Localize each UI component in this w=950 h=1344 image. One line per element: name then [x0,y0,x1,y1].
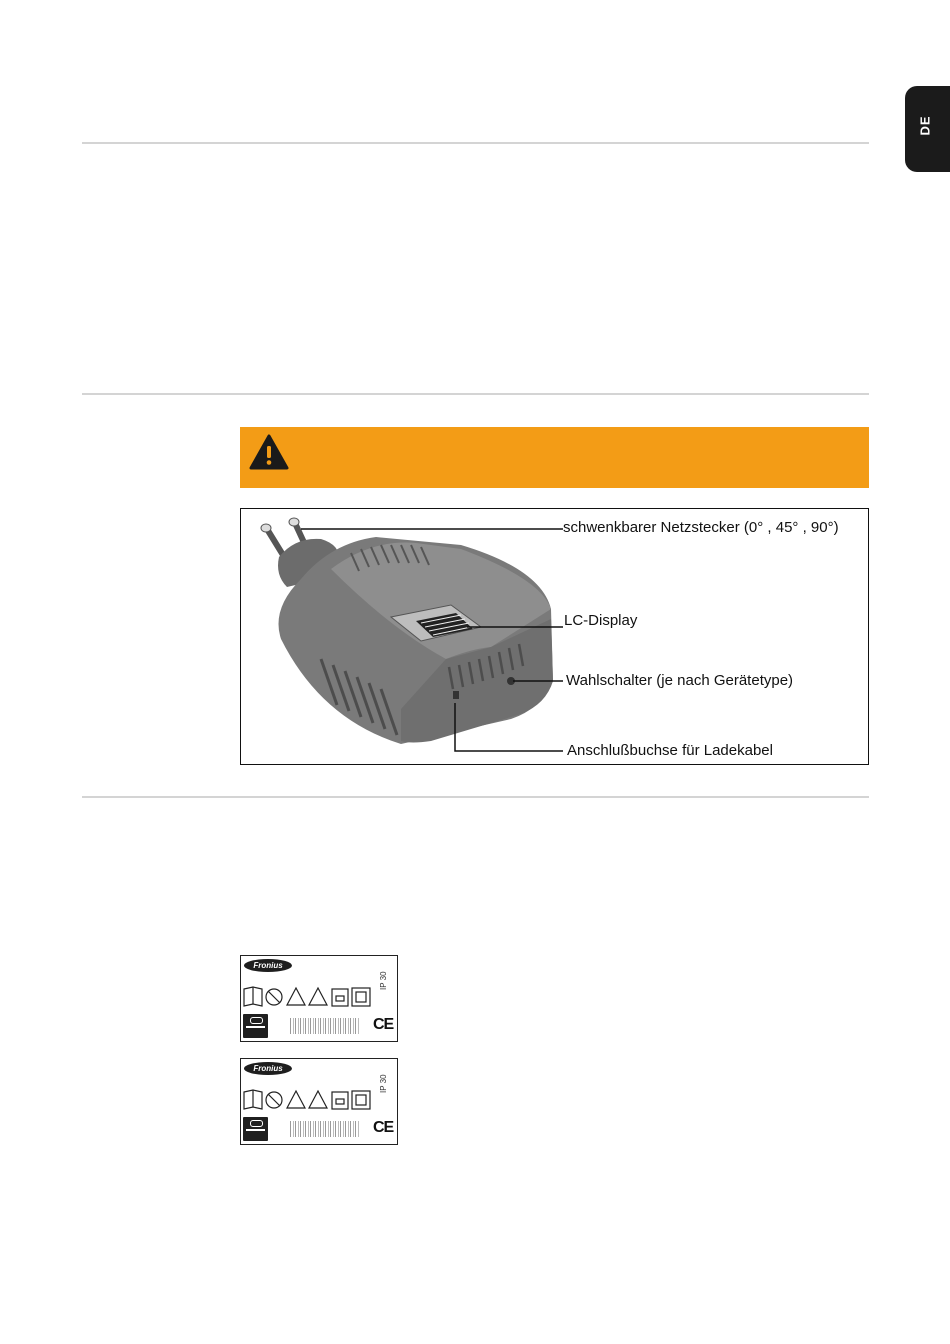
barcode [290,1018,360,1034]
charger-pictogram-icon [243,1117,268,1141]
ip-rating: IP 30 [379,971,388,990]
callout-selector-switch: Wahlschalter (je nach Gerätetype) [566,672,794,689]
section-divider [82,393,869,395]
section-divider [82,142,869,144]
charging-socket-icon [453,691,459,699]
fronius-logo: Fronius [244,959,292,972]
section-divider [82,796,869,798]
warning-banner [240,427,869,488]
ce-mark: CE [373,1016,394,1033]
ip-rating: IP 30 [379,1074,388,1093]
fronius-logo: Fronius [244,1062,292,1075]
language-code: DE [917,115,933,136]
device-figure [240,508,869,765]
barcode [290,1121,360,1137]
charger-illustration [241,509,868,764]
callout-power-plug: schwenkbarer Netzstecker (0° , 45° , 90°) [563,519,839,536]
callout-lc-display: LC-Display [564,612,638,629]
ce-mark: CE [373,1119,394,1136]
rating-plate [240,955,398,1042]
charger-pictogram-icon [243,1014,268,1038]
warning-triangle-icon [248,433,290,471]
language-tab [905,86,950,172]
rating-plate [240,1058,398,1145]
callout-charging-socket: Anschlußbuchse für Ladekabel [567,742,773,759]
